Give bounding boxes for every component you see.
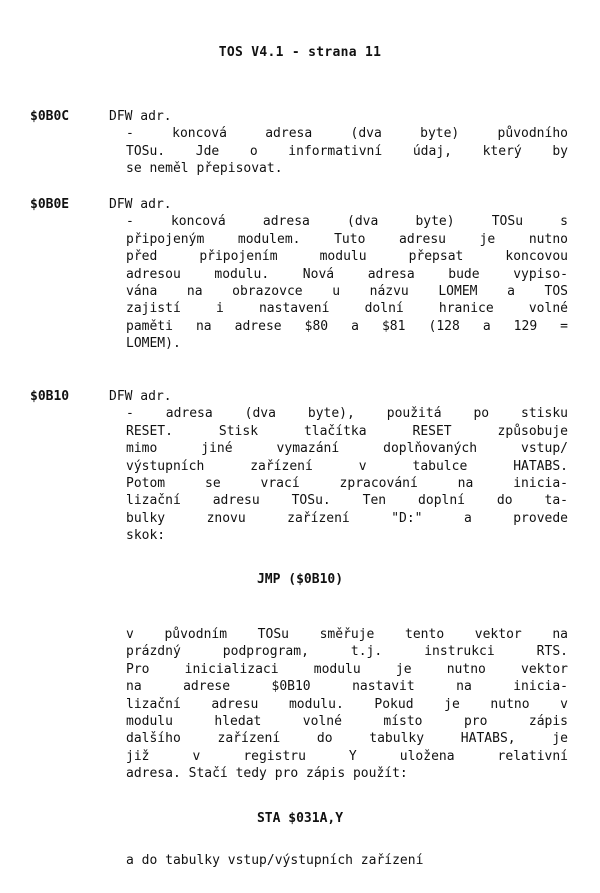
entry-description [126,852,568,869]
text-line: vána na obrazovce u názvu LOMEM a TOS [126,284,568,300]
text-line: již v registru Y uložena relativní [126,748,568,764]
entry-description [126,125,568,177]
entry-description [126,213,568,352]
code-line-jmp: JMP ($0B10) [256,572,344,587]
text-line: paměti na adrese $80 a $81 (128 a 129 = [126,318,568,334]
text-line: adresou modulu. Nová adresa bude vypiso- [126,266,568,282]
text-line: mimo jiné vymazání doplňovaných vstup/ [126,441,568,457]
text-line: připojeným modulem. Tuto adresu je nutno [126,231,568,247]
text-line: se neměl přepisovat. [126,161,283,177]
text-line: - koncová adresa (dva byte) původního [126,126,568,142]
text-line: před připojením modulu přepsat koncovou [126,249,568,265]
page-title: TOS V4.1 - strana 11 [218,45,382,60]
text-line: LOMEM). [126,336,181,352]
text-line: v původním TOSu směřuje tento vektor na [126,627,568,642]
text-line: - adresa (dva byte), použitá po stisku [126,406,568,422]
entry-description [126,405,568,544]
code-line-sta: STA $031A,Y [256,811,344,826]
entry-address: $0B10 [30,389,70,404]
text-line: bulky znovu zařízení "D:" a provede [126,510,568,526]
text-line: TOSu. Jde o informativní údaj, který by [126,143,568,159]
entry-directive: DFW adr. [109,389,172,404]
text-line: a do tabulky vstup/výstupních zařízení [126,853,424,868]
entry-directive: DFW adr. [109,197,172,212]
entry-address: $0B0C [30,109,70,124]
text-line: adresa. Stačí tedy pro zápis použít: [126,766,408,782]
text-line: prázdný podprogram, t.j. instrukci RTS. [126,644,568,660]
text-line: Pro inicializaci modulu je nutno vektor [126,661,568,677]
text-line: lizační adresu modulu. Pokud je nutno v [126,696,568,712]
text-line: skok: [126,528,166,544]
text-line: výstupních zařízení v tabulce HATABS. [126,458,568,474]
entry-directive: DFW adr. [109,109,172,124]
entry-description [126,626,568,783]
text-line: modulu hledat volné místo pro zápis [126,714,568,730]
text-line: - koncová adresa (dva byte) TOSu s [126,214,568,230]
text-line: dalšího zařízení do tabulky HATABS, je [126,731,568,747]
text-line: zajistí i nastavení dolní hranice volné [126,301,568,317]
entry-address: $0B0E [30,197,70,212]
text-line: Potom se vrací zpracování na inicia- [126,476,568,492]
text-line: na adrese $0B10 nastavit na inicia- [126,679,568,695]
text-line: RESET. Stisk tlačítka RESET způsobuje [126,423,568,439]
text-line: lizační adresu TOSu. Ten doplní do ta- [126,493,568,509]
